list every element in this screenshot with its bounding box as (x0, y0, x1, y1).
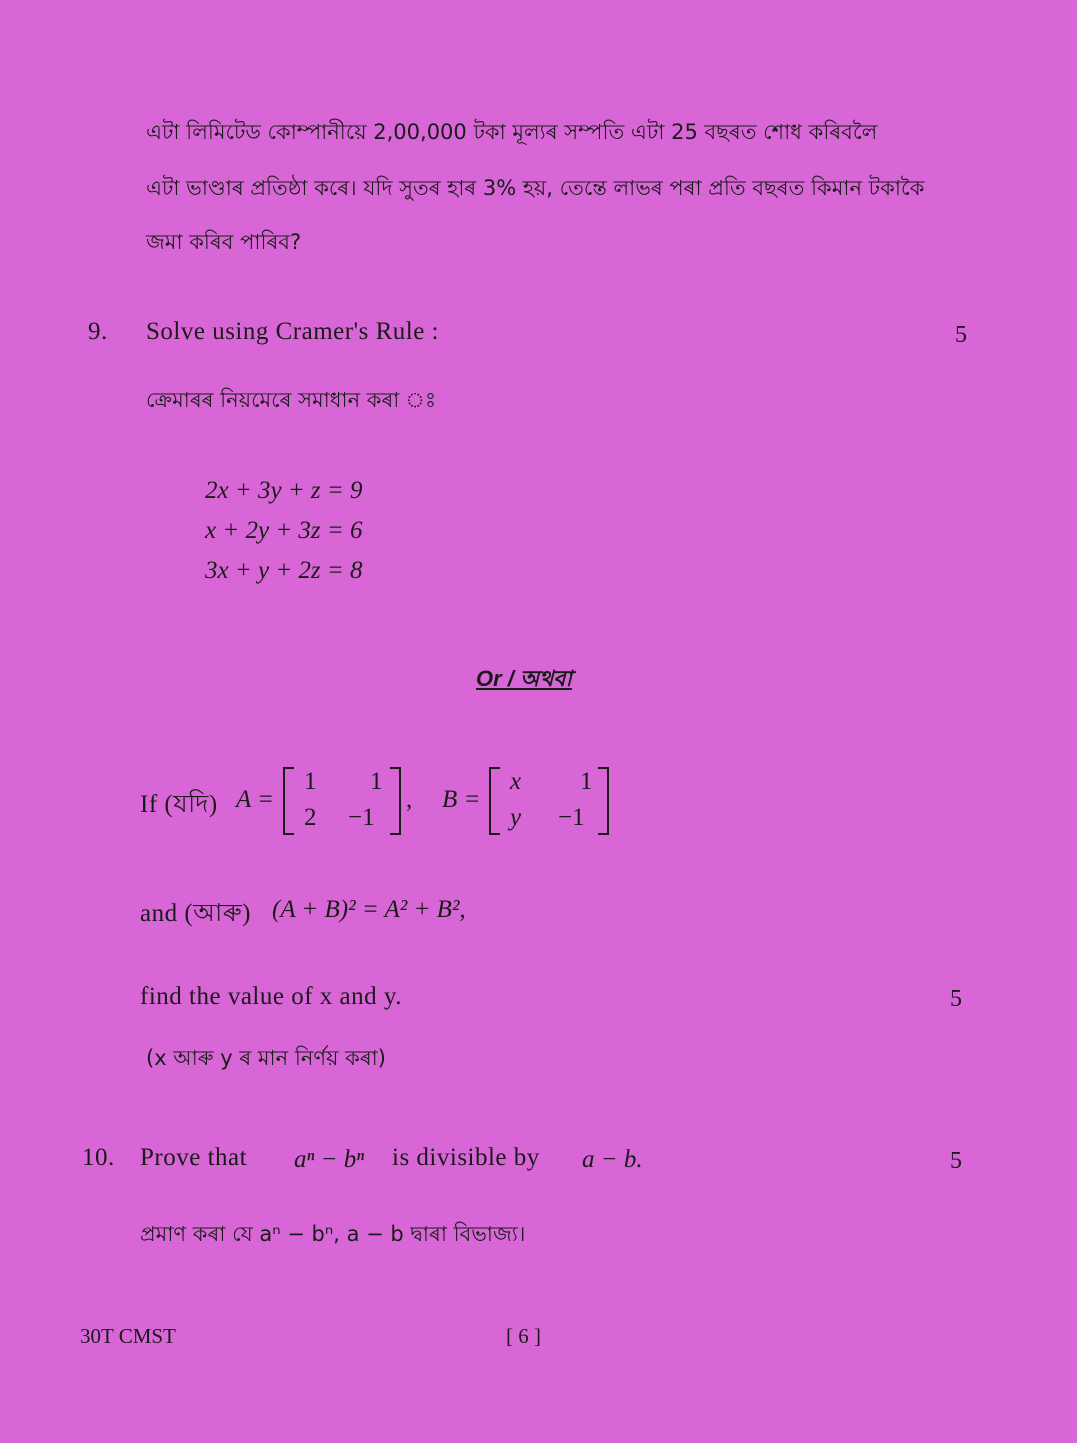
matrix-b-cell-12: 1 (580, 768, 593, 795)
find-text: find the value of x and y. (140, 983, 402, 1010)
q9-number: 9. (88, 318, 108, 345)
and-label: and (আৰু) (140, 900, 251, 927)
condition-expression: (A + B)² = A² + B², (272, 896, 466, 923)
q9-equations (205, 477, 363, 597)
q10-expression: aⁿ − bⁿ (294, 1146, 365, 1173)
matrix-a-brackets (282, 766, 402, 836)
matrix-b-cell-21: y (510, 804, 522, 831)
matrix-b-cell-11: x (510, 768, 522, 795)
matrix-b-cell-22: −1 (558, 804, 585, 831)
equation-1: 2x + 3y + z = 9 (205, 477, 363, 504)
intro-line-2: এটা ভাণ্ডাৰ প্ৰতিষ্ঠা কৰে। যদি সুতৰ হাৰ 3% হয়, তেন্তে লাভৰ পৰা প্ৰতি বছৰত কিমান টকাকৈ (146, 176, 925, 200)
matrix-separator: , (406, 786, 413, 813)
q9alt-if (140, 784, 218, 827)
q10-number: 10. (82, 1144, 115, 1171)
footer-code: 30T CMST (80, 1324, 176, 1348)
matrix-a-cell-21: 2 (304, 804, 317, 831)
matrix-a-cell-22: −1 (348, 804, 375, 831)
equation-2: x + 2y + 3z = 6 (205, 517, 363, 544)
if-label: If (যদি) (140, 791, 218, 818)
footer-page-number: [ 6 ] (506, 1324, 541, 1348)
matrix-a-cell-12: 1 (370, 768, 383, 795)
matrix-b-label: B = (442, 786, 481, 813)
matrix-a (282, 766, 402, 836)
matrix-a-label: A = (236, 786, 274, 813)
q10-bengali: প্ৰমাণ কৰা যে aⁿ − bⁿ, a − b দ্বাৰা বিভাজ্য। (140, 1222, 526, 1246)
q9-bengali: ক্ৰেমাৰৰ নিয়মেৰে সমাধান কৰা ঃ (146, 388, 437, 412)
intro-line-3: জমা কৰিব পাৰিব? (146, 230, 302, 254)
q10-text-prefix: Prove that (140, 1144, 248, 1171)
or-divider: Or / অথবা (476, 666, 572, 691)
q9-marks: 5 (955, 322, 967, 348)
intro-line-1: এটা লিমিটেড কোম্পানীয়ে 2,00,000 টকা মূল্যৰ সম্পতি এটা 25 বছৰত শোধ কৰিবলৈ (146, 120, 878, 144)
matrix-b (488, 766, 610, 836)
matrix-a-cell-11: 1 (304, 768, 317, 795)
q10-text-suffix: is divisible by (392, 1144, 540, 1171)
q10-divisor: a − b. (582, 1146, 643, 1173)
equation-3: 3x + y + 2z = 8 (205, 557, 363, 584)
q9alt-bengali: (x আৰু y ৰ মান নিৰ্ণয় কৰা) (146, 1046, 386, 1070)
q9alt-marks: 5 (950, 986, 962, 1012)
q9-text: Solve using Cramer's Rule : (146, 318, 439, 345)
q10-marks: 5 (950, 1148, 962, 1174)
